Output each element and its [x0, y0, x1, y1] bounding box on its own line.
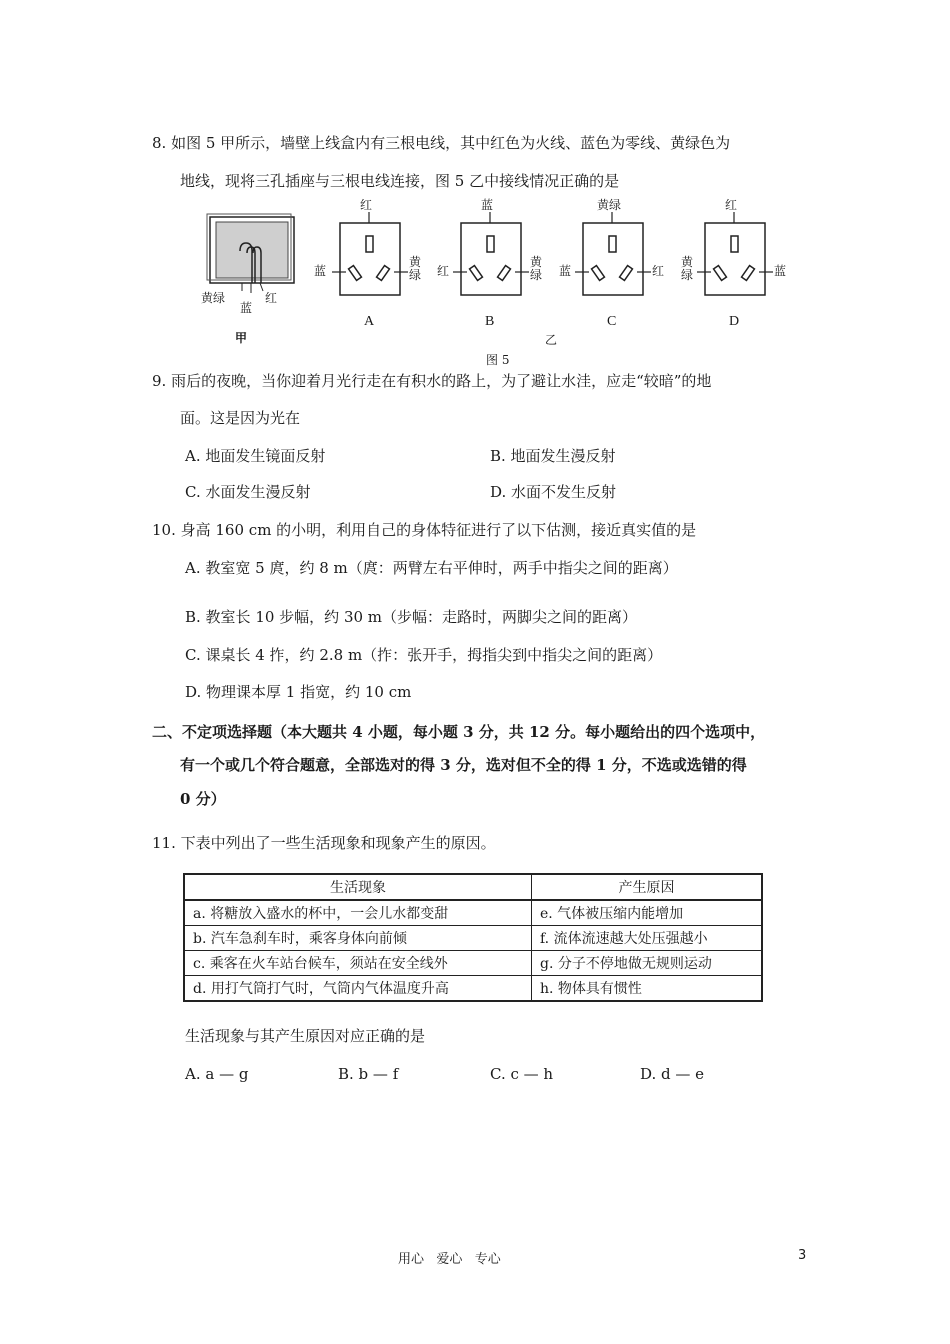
q10-stem: 10. 身高 160 cm 的小明，利用自己的身体特征进行了以下估测，接近真实值的是	[152, 521, 697, 539]
q9-option-d: D. 水面不发生反射	[490, 483, 617, 501]
socket-a-right-label: 黄绿	[408, 255, 421, 282]
table-cell: h. 物体具有惯性	[532, 976, 763, 1002]
figure-yi-caption: 乙	[545, 333, 558, 347]
q10-option-a: A. 教室宽 5 庹，约 8 m（庹：两臂左右平伸时，两手中指尖之间的距离）	[185, 559, 678, 577]
socket-d	[675, 198, 795, 328]
table-header-cause: 产生原因	[532, 874, 763, 900]
table-row	[184, 900, 762, 926]
socket-b-top-label: 蓝	[481, 198, 494, 212]
socket-d-right-label: 蓝	[774, 264, 787, 278]
q9-option-c: C. 水面发生漫反射	[185, 483, 311, 501]
figure-5-caption: 图 5	[486, 353, 510, 367]
table-cell: c. 乘客在火车站台候车，须站在安全线外	[184, 951, 532, 976]
table-cell: a. 将糖放入盛水的杯中，一会儿水都变甜	[184, 900, 532, 926]
socket-b	[431, 198, 551, 328]
table-cell: g. 分子不停地做无规则运动	[532, 951, 763, 976]
socket-a-top-label: 红	[360, 198, 373, 212]
q10-option-b: B. 教室长 10 步幅，约 30 m（步幅：走路时，两脚尖之间的距离）	[185, 608, 638, 626]
socket-c-letter: C	[607, 314, 617, 329]
socket-c-face	[553, 212, 673, 312]
wire-box-drawing	[205, 213, 305, 293]
q8-stem-line2: 地线，现将三孔插座与三根电线连接，图 5 乙中接线情况正确的是	[180, 172, 620, 190]
socket-d-left-label: 黄绿	[680, 255, 693, 282]
q11-stem: 11. 下表中列出了一些生活现象和现象产生的原因。	[152, 834, 496, 852]
q9-stem-line2: 面。这是因为光在	[180, 409, 301, 427]
footer-motto: 用心 爱心 专心	[398, 1252, 501, 1267]
table-cell: d. 用打气筒打气时，气筒内气体温度升高	[184, 976, 532, 1002]
q9-option-b: B. 地面发生漫反射	[490, 447, 616, 465]
q9-stem-line1: 9. 雨后的夜晚，当你迎着月光行走在有积水的路上，为了避让水洼，应走“较暗”的地	[152, 372, 712, 390]
socket-b-left-label: 红	[437, 264, 450, 278]
socket-a	[310, 198, 430, 328]
table-row	[184, 926, 762, 951]
figure-jia-caption: 甲	[235, 331, 248, 345]
socket-d-top-label: 红	[725, 198, 738, 212]
socket-d-letter: D	[729, 314, 740, 329]
socket-b-letter: B	[485, 314, 495, 329]
socket-c-left-label: 蓝	[559, 264, 572, 278]
socket-c	[553, 198, 673, 328]
q11-option-d: D. d — e	[640, 1065, 705, 1083]
socket-c-right-label: 红	[652, 264, 665, 278]
table-row	[184, 976, 762, 1002]
wire-label-red: 红	[265, 291, 278, 305]
table-cell: e. 气体被压缩内能增加	[532, 900, 763, 926]
q10-option-c: C. 课桌长 4 拃，约 2.8 m（拃：张开手，拇指尖到中指尖之间的距离）	[185, 646, 663, 664]
q8-stem-line1: 8. 如图 5 甲所示，墙壁上线盒内有三根电线，其中红色为火线、蓝色为零线、黄绿色为	[152, 134, 731, 152]
section2-heading-line1: 二、不定项选择题（本大题共 4 小题，每小题 3 分，共 12 分。每小题给出的四个选项中，	[152, 723, 766, 741]
socket-a-left-label: 蓝	[314, 264, 327, 278]
q9-option-a: A. 地面发生镜面反射	[185, 447, 326, 465]
wire-label-blue: 蓝	[240, 301, 253, 315]
section2-heading-line2: 有一个或几个符合题意，全部选对的得 3 分，选对但不全的得 1 分，不选或选错的得	[180, 756, 747, 774]
wire-label-yellow-green: 黄绿	[201, 291, 226, 305]
q11-option-a: A. a — g	[185, 1065, 249, 1083]
q11-table	[183, 873, 763, 1002]
socket-a-letter: A	[364, 314, 375, 329]
socket-c-top-label: 黄绿	[597, 198, 622, 212]
table-cell: b. 汽车急刹车时，乘客身体向前倾	[184, 926, 532, 951]
page-number: 3	[798, 1248, 807, 1263]
table-row	[184, 951, 762, 976]
table-header-row	[184, 874, 762, 900]
section2-heading-line3: 0 分）	[180, 790, 226, 808]
q11-option-b: B. b — f	[338, 1065, 399, 1083]
q11-prompt: 生活现象与其产生原因对应正确的是	[185, 1027, 426, 1045]
figure-jia-wire-box	[201, 213, 305, 343]
socket-b-right-label: 黄绿	[529, 255, 542, 282]
q10-option-d: D. 物理课本厚 1 指宽，约 10 cm	[185, 683, 412, 701]
q11-option-c: C. c — h	[490, 1065, 554, 1083]
table-cell: f. 流体流速越大处压强越小	[532, 926, 763, 951]
table-header-phenomenon: 生活现象	[184, 874, 532, 900]
